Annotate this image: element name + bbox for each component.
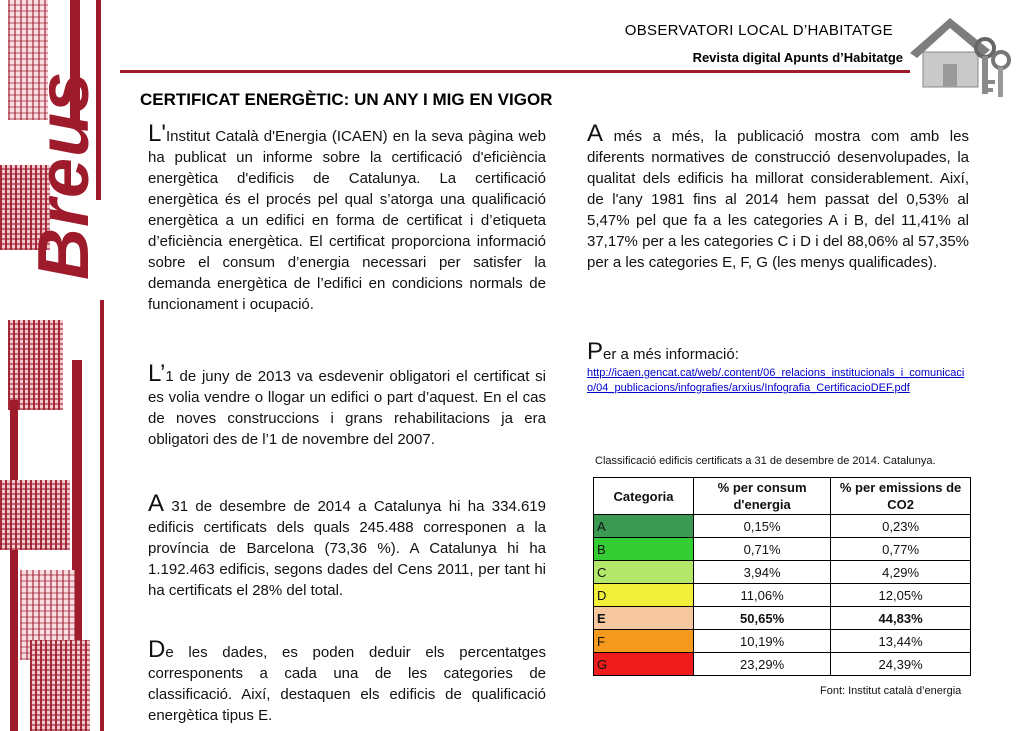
drop-initial: L’ <box>148 360 166 387</box>
paragraph-categories: De les dades, es poden deduir els percentatges corresponents a cada una de les categories de classificació. Així, destaquen els edificis de qualificació energètica tipus E. <box>148 636 546 724</box>
paragraph-statistics: A 31 de desembre de 2014 a Catalunya hi ha 334.619 edificis certificats dels quals 245.488 corresponen a la província de Barcelona (73,36 %). A Catalunya hi ha 1.192.463 edificis, segons dades del Cens 2011, per tant hi ha certificats el 28% del total. <box>148 490 546 599</box>
co2-emissions-cell: 13,44% <box>831 630 971 653</box>
co2-emissions-cell: 24,39% <box>831 653 971 676</box>
column-header: % per emissions de CO2 <box>831 478 971 515</box>
table-row <box>594 515 971 538</box>
energy-consumption-cell: 0,15% <box>694 515 831 538</box>
icaen-infographic-link[interactable]: http://icaen.gencat.cat/web/.content/06_relacions_institucionals_i_comunicacio/04_publicacions/infografies/arxius/Infografia_CertificacioDEF.pdf <box>587 367 965 394</box>
category-cell: A <box>594 515 694 538</box>
table-row <box>594 607 971 630</box>
category-cell: E <box>594 607 694 630</box>
paragraph-obligation: L’1 de juny de 2013 va esdevenir obligatori el certificat si es volia vendre o llogar un edifici o part d’aquest. En el cas de noves construccions i grans rehabilitacions ja era obligatori des de l’1 de novembre del 2007. <box>148 360 546 448</box>
energy-consumption-cell: 3,94% <box>694 561 831 584</box>
energy-consumption-cell: 23,29% <box>694 653 831 676</box>
paragraph-evolution: A més a més, la publicació mostra com amb les diferents normatives de construcció desenvolupades, la qualitat dels edificis ha millorat considerablement. Així, de l'any 1981 fins al 2014 hem passat del 0,53% al 5,47% pel que fa a les categories A i B, del 11,41% al 37,17% per a les categories C i D i del 88,06% al 57,35% per a les categories E, F, G (les menys qualificades). <box>587 120 969 271</box>
drop-initial: P <box>587 338 604 365</box>
sidebar-bar <box>10 400 18 731</box>
category-cell: F <box>594 630 694 653</box>
publisher-name: OBSERVATORI LOCAL D’HABITATGE <box>624 22 893 39</box>
energy-consumption-cell: 10,19% <box>694 630 831 653</box>
table-row <box>594 653 971 676</box>
column-header: Categoria <box>594 478 694 515</box>
drop-initial: A <box>148 490 165 517</box>
category-cell: B <box>594 538 694 561</box>
header-divider <box>120 70 910 73</box>
classification-table <box>593 477 971 676</box>
drop-initial: A <box>587 120 604 147</box>
energy-consumption-cell: 11,06% <box>694 584 831 607</box>
decorative-sidebar <box>0 0 120 731</box>
sidebar-pattern <box>0 480 70 550</box>
category-cell: G <box>594 653 694 676</box>
table-caption: Classificació edificis certificats a 31 de desembre de 2014. Catalunya. <box>595 455 936 467</box>
drop-initial: L' <box>148 120 166 147</box>
sidebar-pattern <box>8 320 63 410</box>
house-keys-icon <box>905 8 1015 103</box>
co2-emissions-cell: 44,83% <box>831 607 971 630</box>
co2-emissions-cell: 0,23% <box>831 515 971 538</box>
co2-emissions-cell: 4,29% <box>831 561 971 584</box>
table-header-row <box>594 478 971 515</box>
sidebar-label: Breus <box>24 70 104 280</box>
article-title: CERTIFICAT ENERGÈTIC: UN ANY I MIG EN VIGOR <box>140 90 553 109</box>
table-source: Font: Institut català d’energia <box>820 685 962 697</box>
drop-initial: D <box>148 636 166 663</box>
category-cell: D <box>594 584 694 607</box>
table-row <box>594 584 971 607</box>
paragraph-more-info: Per a més informació: <box>587 338 739 365</box>
energy-consumption-cell: 50,65% <box>694 607 831 630</box>
sidebar-pattern <box>30 640 90 731</box>
paragraph-icaen: L'Institut Català d'Energia (ICAEN) en la seva pàgina web ha publicat un informe sobre la certificació d'eficiència energètica d'edificis de Catalunya. La certificació energètica és el procés pel qual s’atorga una qualificació energètica a un edifici en forma de certificat i d’etiqueta d’eficiència energètica. El certificat proporciona informació sobre el consum d’energia necessari per satisfer la demanda energètica de l’edifici en condicions normals de funcionament i ocupació. <box>148 120 546 313</box>
sidebar-bar <box>100 300 104 731</box>
table-row <box>594 561 971 584</box>
table-row <box>594 630 971 653</box>
category-cell: C <box>594 561 694 584</box>
co2-emissions-cell: 0,77% <box>831 538 971 561</box>
more-info-link-block <box>587 366 972 396</box>
column-header: % per consum d'energia <box>694 478 831 515</box>
energy-consumption-cell: 0,71% <box>694 538 831 561</box>
co2-emissions-cell: 12,05% <box>831 584 971 607</box>
magazine-name: Revista digital Apunts d’Habitatge <box>692 50 903 65</box>
table-row <box>594 538 971 561</box>
